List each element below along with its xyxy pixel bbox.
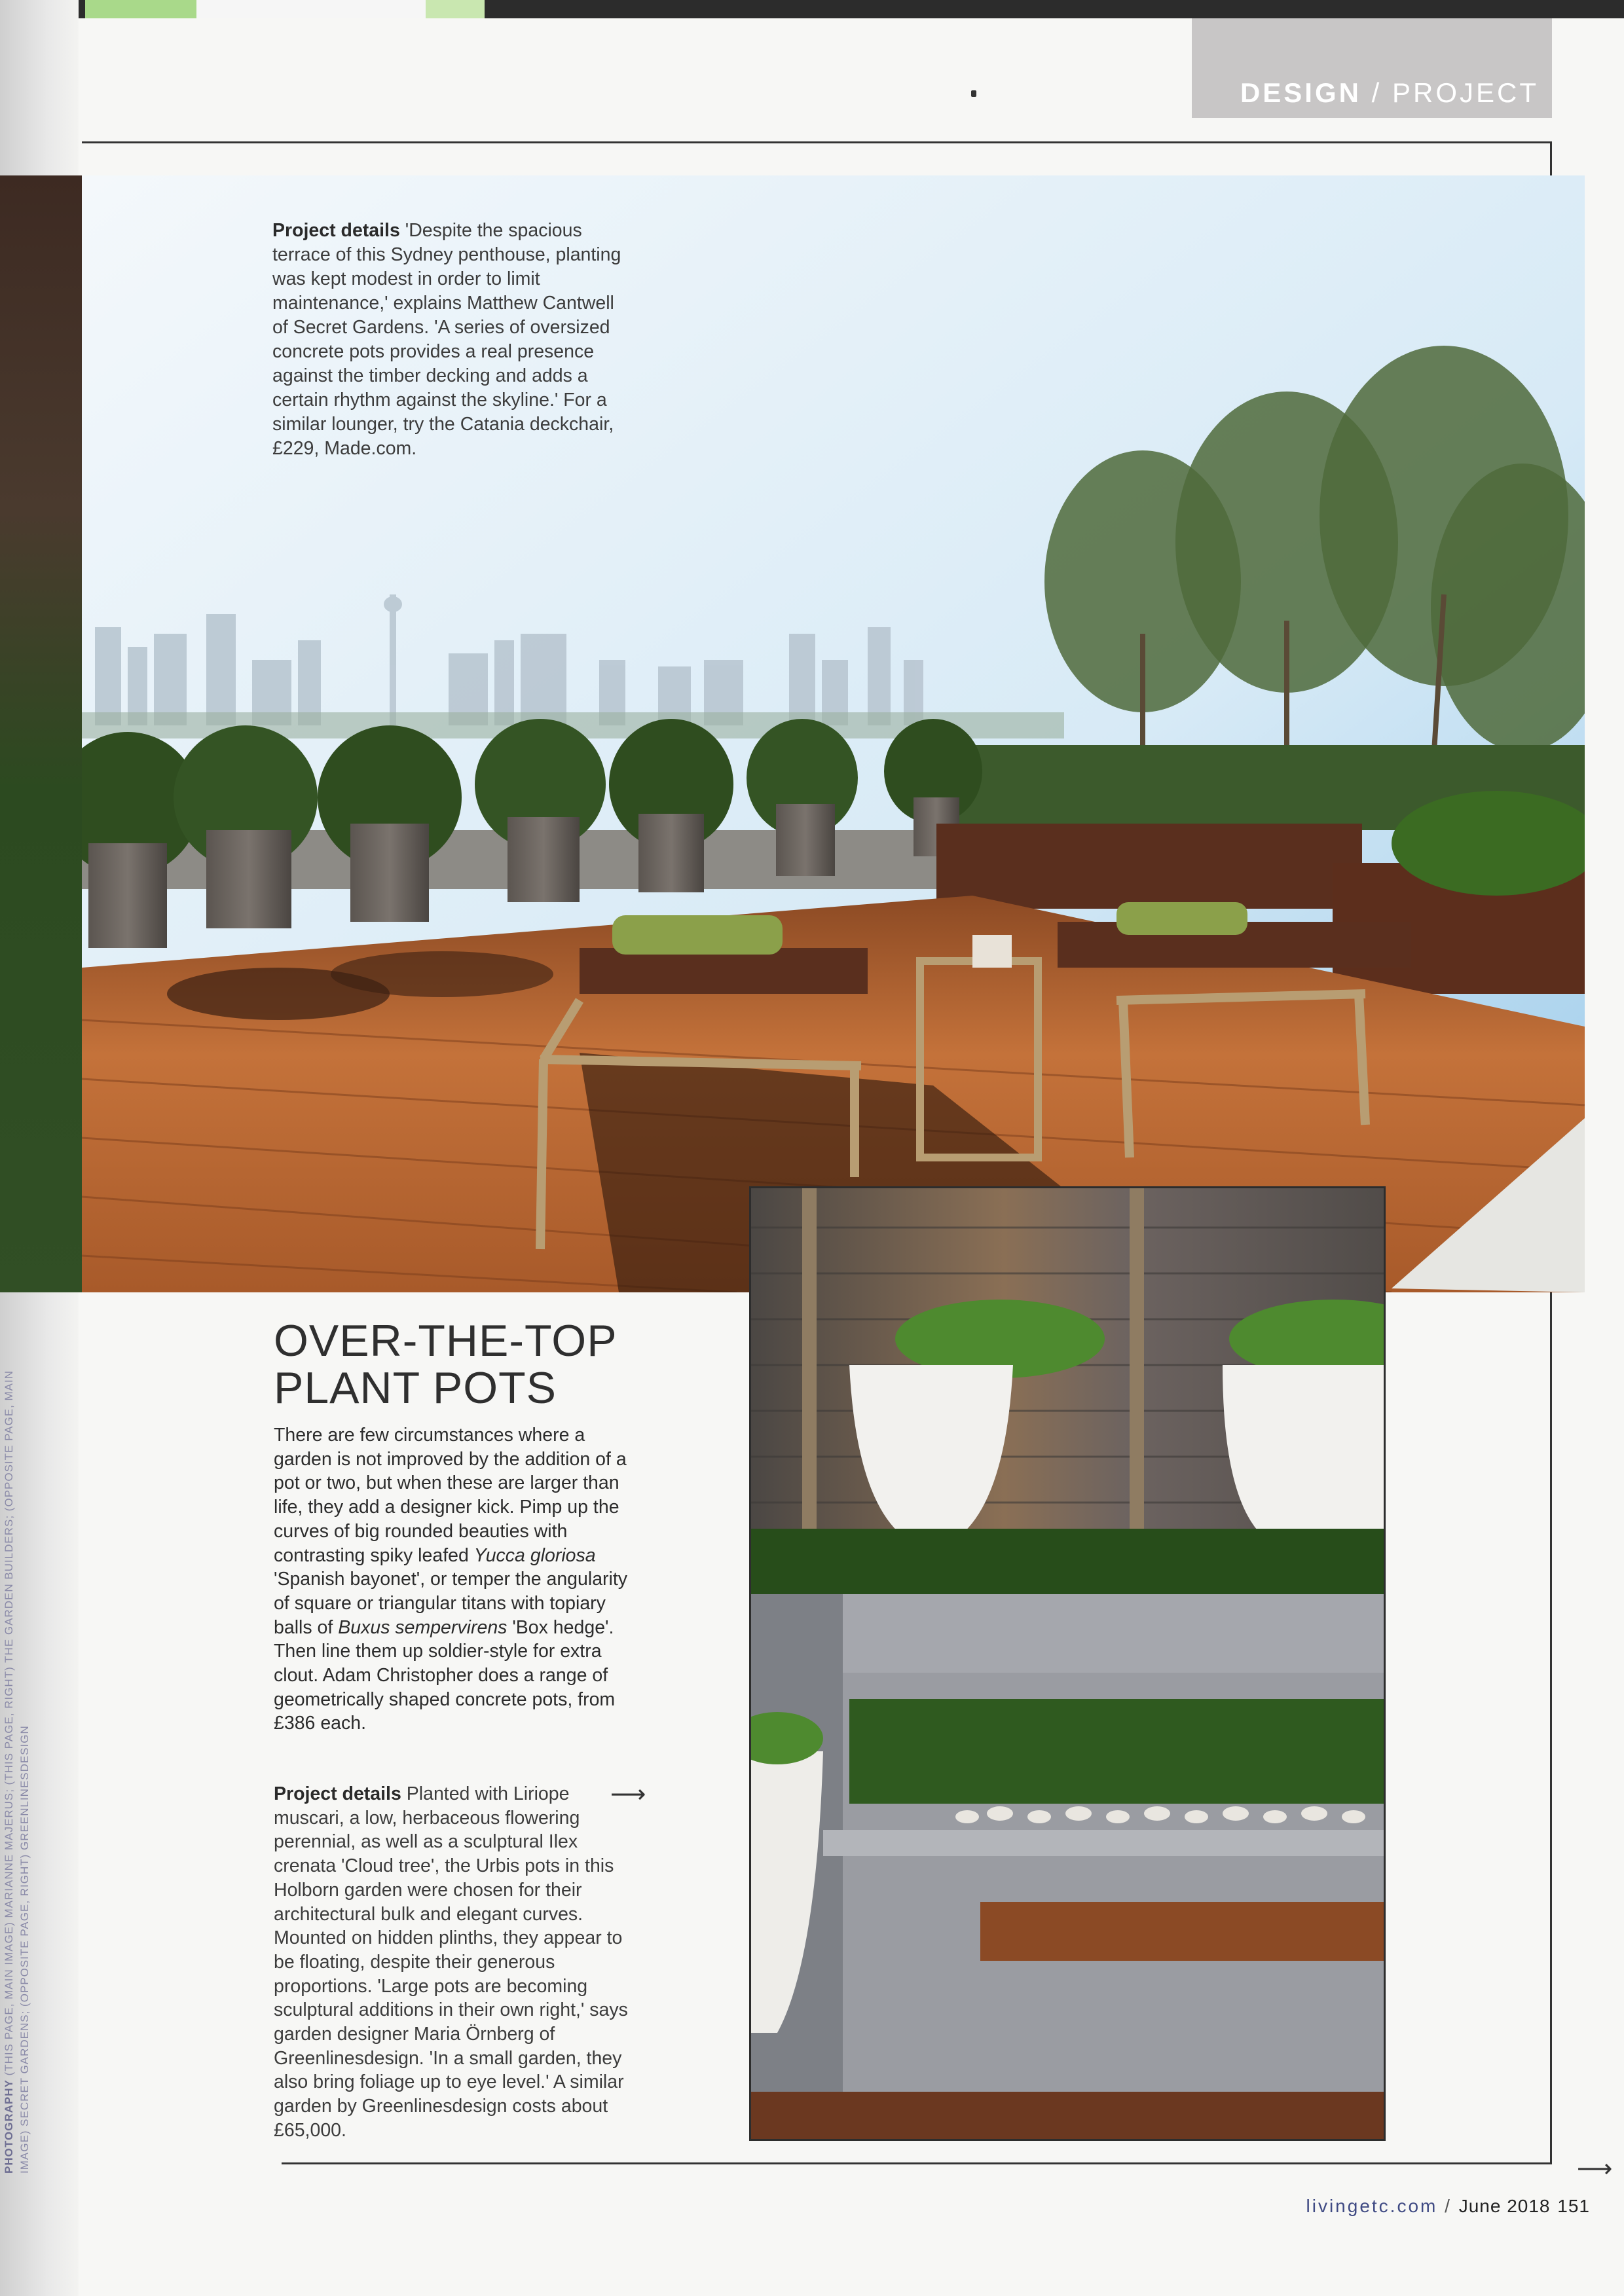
- caption-bottom-label: Project details: [274, 1783, 401, 1804]
- opposite-page-photo-edge: [0, 175, 82, 1292]
- caption-top-text: 'Despite the spacious terrace of this Sydney penthouse, planting was kept modest in order to limit maintenance,' explains Matthew Cantwell of Secret Gardens. 'A series of oversized concrete pots provides a real presence against the timber decking and adds a certain rhythm against the skyline.' For a similar lounger, try the Catania deckchair, £229, Made.com.: [272, 220, 621, 459]
- body-part-c: 'Box hedge'. Then line them up soldier-style for extra clout. Adam Christopher does a range of geometrically shaped concrete pots, from £386 each.: [274, 1616, 616, 1734]
- white-pots-garden-photo: [749, 1186, 1386, 2141]
- caption-top: [272, 219, 626, 461]
- caption-bottom-text: Planted with Liriope muscari, a low, herbaceous flowering perennial, as well as a sculptural Ilex crenata 'Cloud tree', the Urbis pots in this Holborn garden were chosen for their architectural bulk and elegant curves. Mounted on hidden plinths, they appear to be floating, despite their generous proportions. 'Large pots are becoming sculptural additions in their own right,' says garden designer Maria Örnberg of Greenlinesdesign. 'In a small garden, they also bring foliage up to eye level.' A similar garden by Greenlinesdesign costs about £65,000.: [274, 1783, 628, 2141]
- article-body: [274, 1423, 640, 1736]
- credits-text: (THIS PAGE, MAIN IMAGE) MARIANNE MAJERUS; (THIS PAGE, RIGHT) THE GARDEN BUILDERS; (OPPOSITE PAGE, MAIN IMAGE) SECRET GARDENS; (OPPOSITE PAGE, RIGHT) GREENLINESDESIGN: [3, 1370, 31, 2174]
- white-pots-illustration: [751, 1188, 1384, 2139]
- body-italic-buxus: Buxus sempervirens: [338, 1616, 507, 1638]
- arrow-right-icon-page: ⟶: [1577, 2155, 1613, 2183]
- headline-line-1: OVER-THE-TOP: [274, 1316, 618, 1366]
- scan-speck: [971, 90, 976, 97]
- section-header: [1240, 77, 1539, 109]
- credits-label: PHOTOGRAPHY: [3, 2079, 15, 2174]
- section-separator: /: [1371, 77, 1382, 108]
- caption-bottom: [274, 1782, 640, 2143]
- footer-issue: June 2018: [1458, 2196, 1551, 2216]
- caption-top-label: Project details: [272, 220, 400, 241]
- page-number: 151: [1557, 2196, 1590, 2216]
- section-label: DESIGN: [1240, 77, 1361, 108]
- footer-separator: /: [1445, 2196, 1452, 2216]
- body-italic-yucca: Yucca gloriosa: [473, 1544, 596, 1566]
- subsection-label: PROJECT: [1392, 77, 1539, 108]
- page-footer: [1306, 2196, 1590, 2217]
- headline-line-2: PLANT POTS: [274, 1363, 557, 1413]
- frame-rule-bottom: [282, 2162, 1552, 2164]
- body-part-a: There are few circumstances where a garden is not improved by the addition of a pot or two, but when these are larger than life, they add a designer kick. Pimp up the curves of big rounded beauties with contrasting spiky leafed: [274, 1425, 627, 1566]
- frame-rule-top: [82, 141, 1552, 143]
- footer-site: livingetc.com: [1306, 2196, 1438, 2216]
- article-headline: [274, 1317, 732, 1412]
- body-part-b: 'Spanish bayonet', or temper the angularity of square or triangular titans with topiary balls of: [274, 1569, 628, 1638]
- arrow-right-icon: ⟶: [610, 1781, 646, 1808]
- photo-credits: [1, 1355, 33, 2174]
